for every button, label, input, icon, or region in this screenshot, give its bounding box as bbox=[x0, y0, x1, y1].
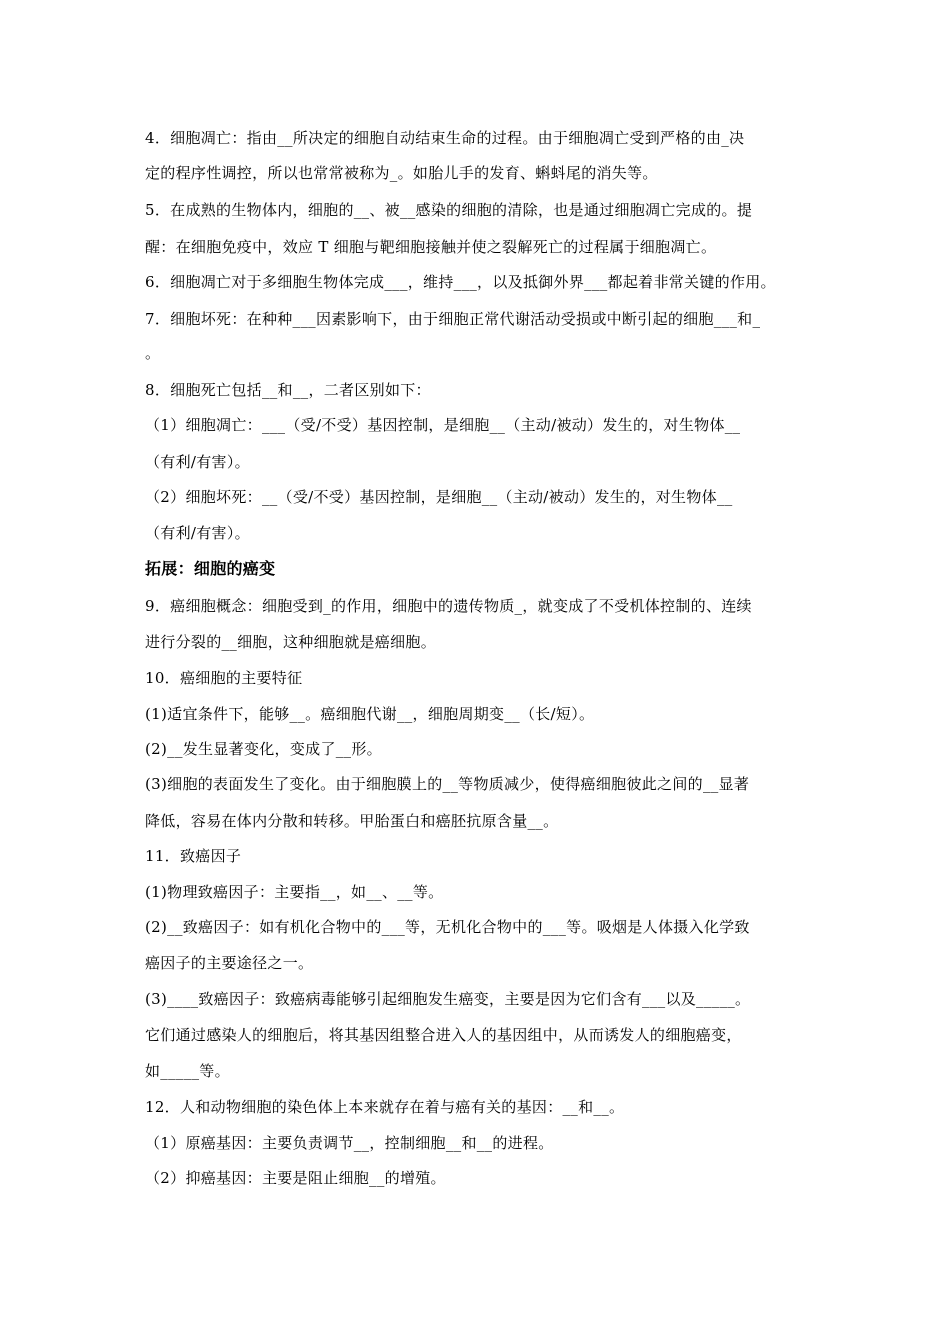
text-line: 进行分裂的__细胞，这种细胞就是癌细胞。 bbox=[145, 633, 437, 651]
text-line: (3)细胞的表面发生了变化。由于细胞膜上的__等物质减少，使得癌细胞彼此之间的__显著 bbox=[145, 775, 750, 793]
text-line: 10．癌细胞的主要特征 bbox=[145, 669, 303, 687]
text-line: 醒：在细胞免疫中，效应 T 细胞与靶细胞接触并使之裂解死亡的过程属于细胞凋亡。 bbox=[145, 238, 717, 256]
text-line: 降低，容易在体内分散和转移。甲胎蛋白和癌胚抗原含量__。 bbox=[145, 812, 559, 830]
text-line: 6．细胞凋亡对于多细胞生物体完成___，维持___，以及抵御外界___都起着非常关键的作用。 bbox=[145, 273, 776, 291]
text-line: 它们通过感染人的细胞后，将其基因组整合进入人的基因组中，从而诱发人的细胞癌变， bbox=[145, 1026, 742, 1044]
text-line: 9．癌细胞概念：细胞受到_的作用，细胞中的遗传物质_，就变成了不受机体控制的、连续 bbox=[145, 597, 752, 615]
text-line: 4．细胞凋亡：指由__所决定的细胞自动结束生命的过程。由于细胞凋亡受到严格的由_决 bbox=[145, 129, 745, 147]
text-line: 癌因子的主要途径之一。 bbox=[145, 954, 314, 972]
text-line: （2）抑癌基因：主要是阻止细胞__的增殖。 bbox=[145, 1169, 446, 1187]
text-line: 8．细胞死亡包括__和__，二者区别如下： bbox=[145, 381, 431, 399]
text-line: 7．细胞坏死：在种种___因素影响下，由于细胞正常代谢活动受损或中断引起的细胞___和_ bbox=[145, 310, 761, 328]
text-line: 12．人和动物细胞的染色体上本来就存在着与癌有关的基因：__和__。 bbox=[145, 1098, 625, 1116]
text-line: （有利/有害）。 bbox=[145, 524, 250, 542]
text-line: (1)物理致癌因子：主要指__，如__、__等。 bbox=[145, 883, 444, 901]
text-line: （1）细胞凋亡：___（受/不受）基因控制，是细胞__（主动/被动）发生的，对生物体__ bbox=[145, 416, 741, 434]
text-line: 。 bbox=[145, 344, 161, 362]
text-line: （有利/有害）。 bbox=[145, 453, 250, 471]
text-line: 定的程序性调控，所以也常常被称为_。如胎儿手的发育、蝌蚪尾的消失等。 bbox=[145, 164, 658, 182]
text-line: 如_____等。 bbox=[145, 1062, 230, 1080]
text-line: 11．致癌因子 bbox=[145, 847, 242, 865]
section-heading: 拓展：细胞的癌变 bbox=[145, 559, 276, 578]
text-line: （2）细胞坏死：__（受/不受）基因控制，是细胞__（主动/被动）发生的，对生物体__ bbox=[145, 488, 733, 506]
text-line: (2)__发生显著变化，变成了__形。 bbox=[145, 740, 382, 758]
text-line: （1）原癌基因：主要负责调节__，控制细胞__和__的进程。 bbox=[145, 1134, 554, 1152]
text-line: (2)__致癌因子：如有机化合物中的___等，无机化合物中的___等。吸烟是人体摄入化学致 bbox=[145, 918, 750, 936]
text-line: 5．在成熟的生物体内，细胞的__、被__感染的细胞的清除，也是通过细胞凋亡完成的。提 bbox=[145, 201, 753, 219]
text-line: (1)适宜条件下，能够__。癌细胞代谢__，细胞周期变__（长/短）。 bbox=[145, 705, 595, 723]
text-line: (3)____致癌因子：致癌病毒能够引起细胞发生癌变，主要是因为它们含有___以及_____。 bbox=[145, 990, 751, 1008]
